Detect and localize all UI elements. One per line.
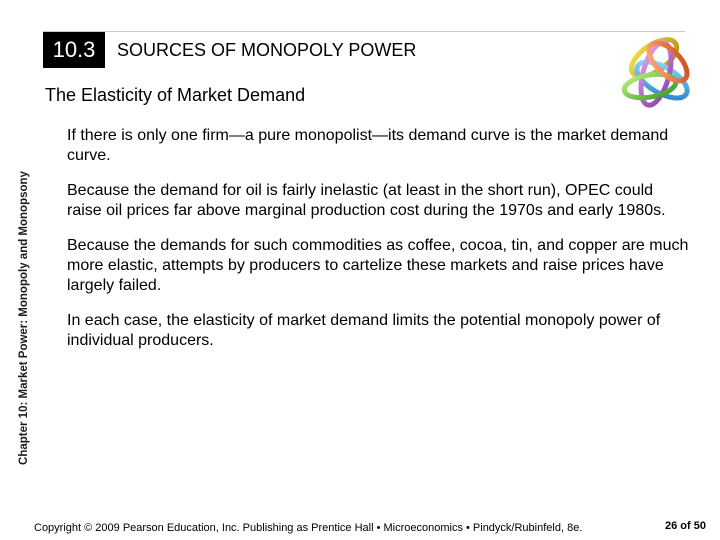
page-number: 26 of 50 bbox=[665, 520, 706, 532]
copyright-footer: Copyright © 2009 Pearson Education, Inc. Publishing as Prentice Hall • Microeconomics • Pindyck/Rubinfeld, 8e. bbox=[34, 522, 583, 534]
bullet-item: Because the demand for oil is fairly inelastic (at least in the short run), OPEC could raise oil prices far above marginal production cost during the 1970s and early 1980s. bbox=[67, 182, 666, 219]
chapter-side-label: Chapter 10: Market Power: Monopoly and Monopsony bbox=[18, 171, 30, 465]
bullet-item: In each case, the elasticity of market demand limits the potential monopoly power of individual producers. bbox=[67, 312, 661, 349]
section-title: SOURCES OF MONOPOLY POWER bbox=[117, 40, 417, 60]
bullet-item: Because the demands for such commodities as coffee, cocoa, tin, and copper are much more elastic, attempts by producers to cartelize these markets and raise prices have largely failed. bbox=[67, 237, 689, 294]
section-number-badge: 10.3 bbox=[43, 32, 105, 68]
slide-subtitle: The Elasticity of Market Demand bbox=[45, 85, 306, 105]
bullet-list bbox=[67, 126, 692, 366]
bullet-item: If there is only one firm—a pure monopolist—its demand curve is the market demand curve. bbox=[67, 127, 669, 164]
interlocking-rings-icon bbox=[606, 22, 706, 122]
header-rule bbox=[43, 31, 685, 32]
